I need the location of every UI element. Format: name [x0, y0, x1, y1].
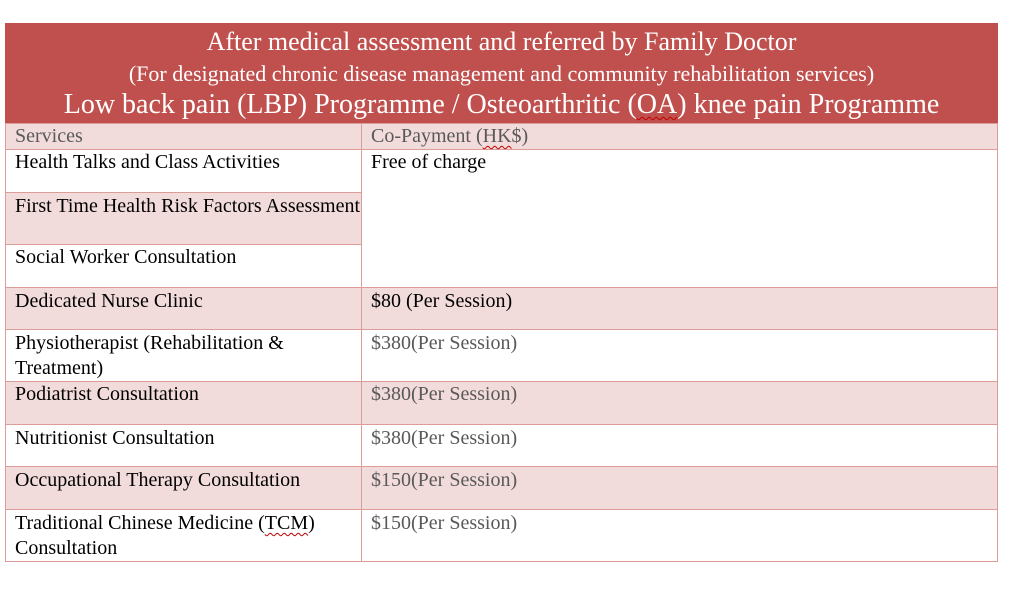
payment-cell: $80 (Per Session) [362, 288, 998, 330]
table-row [6, 150, 998, 193]
table-row [6, 510, 998, 562]
service-cell: Nutritionist Consultation [6, 425, 362, 467]
service-cell: Dedicated Nurse Clinic [6, 288, 362, 330]
header-title: After medical assessment and referred by Family Doctor [206, 27, 797, 56]
table-row [6, 425, 998, 467]
column-header-services: Services [6, 124, 362, 150]
service-cell: Occupational Therapy Consultation [6, 467, 362, 510]
payment-cell: $150(Per Session) [362, 510, 998, 562]
service-cell: First Time Health Risk Factors Assessment [6, 193, 362, 245]
fee-table [5, 123, 998, 562]
service-cell: Social Worker Consultation [6, 245, 362, 288]
table-header [5, 23, 998, 123]
header-subtitle: (For designated chronic disease management and community rehabilitation services) [128, 61, 875, 86]
table-row [6, 467, 998, 510]
service-cell: Traditional Chinese Medicine (TCM) Consultation [6, 510, 362, 562]
header-programme: Low back pain (LBP) Programme / Osteoarthritic (OA) knee pain Programme [63, 89, 940, 120]
column-header-copayment: Co-Payment (HK$) [362, 124, 998, 150]
service-cell: Health Talks and Class Activities [6, 150, 362, 193]
payment-cell: $380(Per Session) [362, 382, 998, 425]
payment-cell: $380(Per Session) [362, 425, 998, 467]
service-cell: Physiotherapist (Rehabilitation & Treatment) [6, 330, 362, 382]
column-header-row [6, 124, 998, 150]
table-row [6, 382, 998, 425]
table-row [6, 330, 998, 382]
services-table [5, 23, 998, 562]
service-cell: Podiatrist Consultation [6, 382, 362, 425]
table-row [6, 288, 998, 330]
payment-cell: $150(Per Session) [362, 467, 998, 510]
payment-cell-free: Free of charge [362, 150, 998, 288]
payment-cell: $380(Per Session) [362, 330, 998, 382]
